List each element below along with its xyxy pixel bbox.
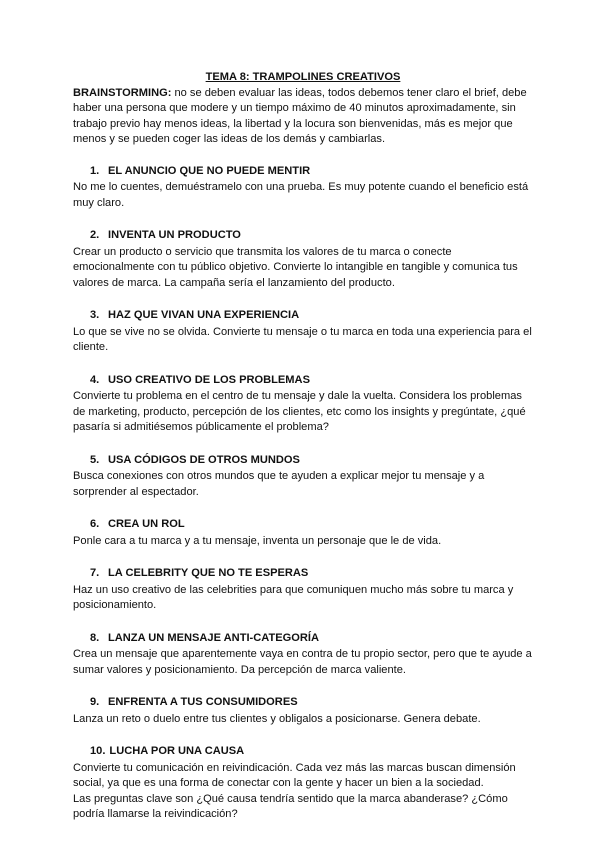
section-heading-text: HAZ QUE VIVAN UNA EXPERIENCIA [108, 309, 300, 321]
section-heading [90, 695, 533, 711]
section-body [73, 534, 533, 550]
section-heading [90, 631, 533, 647]
section-number: 9. [90, 696, 100, 708]
section-heading [90, 517, 533, 533]
section-1 [73, 164, 533, 212]
document-title: TEMA 8: TRAMPOLINES CREATIVOS [205, 71, 401, 83]
section-body [73, 583, 533, 614]
section-heading-text: USA CÓDIGOS DE OTROS MUNDOS [108, 453, 300, 466]
intro-text: no se deben evaluar las ideas, todos debemos tener claro el brief, debe haber una persona que modere y un tiempo máximo de 40 minutos aproximadamente, sin trabajo previo hay menos ideas, la libertad y la locura son bienvenidas, más es mejor que menos y se pueden coger las ideas de los demás y cambiarlas. [73, 86, 527, 145]
section-heading-text: EL ANUNCIO QUE NO PUEDE MENTIR [108, 164, 311, 177]
section-number: 3. [90, 309, 100, 321]
section-heading [90, 744, 533, 760]
sections-list [73, 164, 533, 823]
section-8 [73, 631, 533, 679]
intro-lead: BRAINSTORMING: [73, 86, 172, 99]
section-10 [73, 744, 533, 823]
section-number: 2. [90, 229, 100, 241]
section-heading [90, 373, 533, 389]
section-heading-text: CREA UN ROL [108, 518, 185, 530]
section-body-paragraph: No me lo cuentes, demuéstramelo con una prueba. Es muy potente cuando el beneficio está muy claro. [73, 181, 529, 209]
section-body-paragraph: Haz un uso creativo de las celebrities para que comuniquen mucho más sobre tu marca y posicionamiento. [73, 583, 514, 611]
section-number: 10. [90, 745, 106, 757]
section-heading-text: INVENTA UN PRODUCTO [108, 229, 241, 241]
section-body-paragraph: Ponle cara a tu marca y a tu mensaje, inventa un personaje que le de vida. [73, 534, 442, 547]
section-heading [90, 308, 533, 324]
section-body [73, 712, 533, 728]
section-number: 6. [90, 518, 100, 530]
section-number: 7. [90, 567, 100, 579]
section-number: 5. [90, 453, 100, 466]
section-body [73, 389, 533, 436]
section-body [73, 245, 533, 292]
section-number: 4. [90, 373, 100, 386]
section-7 [73, 566, 533, 614]
section-heading [90, 453, 533, 469]
section-4 [73, 373, 533, 436]
document-page [73, 70, 533, 823]
section-body-paragraph: Las preguntas clave son ¿Qué causa tendría sentido que la marca abanderase? ¿Cómo podría llamarse la reivindicación? [73, 792, 508, 820]
section-body-paragraph: Lo que se vive no se olvida. Convierte tu mensaje o tu marca en toda una experiencia para el cliente. [73, 325, 532, 353]
section-heading-text: LUCHA POR UNA CAUSA [109, 745, 245, 757]
section-heading [90, 164, 533, 180]
section-6 [73, 517, 533, 549]
section-heading-text: ENFRENTA A TUS CONSUMIDORES [108, 696, 298, 708]
section-3 [73, 308, 533, 356]
section-body [73, 647, 533, 678]
section-body [73, 325, 533, 356]
section-body [73, 469, 533, 500]
section-body [73, 761, 533, 823]
section-5 [73, 453, 533, 501]
section-2 [73, 228, 533, 291]
section-body-paragraph: Crear un producto o servicio que transmita los valores de tu marca o conecte emocionalmente con tu público objetivo. Convierte lo intangible en tangible y comunica tus valores de marca. La campaña sería el lanzamiento del producto. [73, 245, 518, 289]
section-body [73, 180, 533, 211]
section-heading-text: LANZA UN MENSAJE ANTI-CATEGORÍA [108, 631, 319, 644]
section-body-paragraph: Busca conexiones con otros mundos que te ayuden a explicar mejor tu mensaje y a sorprender al espectador. [73, 470, 485, 498]
section-body-paragraph: Lanza un reto o duelo entre tus clientes y obligalos a posicionarse. Genera debate. [73, 712, 481, 725]
intro-paragraph [73, 86, 533, 148]
section-body-paragraph: Crea un mensaje que aparentemente vaya en contra de tu propio sector, pero que te ayude a sumar valores y posicionamiento. Da percepción de marca valiente. [73, 648, 532, 676]
section-heading-text: LA CELEBRITY QUE NO TE ESPERAS [108, 567, 309, 579]
section-9 [73, 695, 533, 727]
section-body-paragraph: Convierte tu comunicación en reivindicación. Cada vez más las marcas buscan dimensión social, ya que es una forma de conectar con la gente y hacer un bien a la sociedad. [73, 761, 516, 789]
section-number: 8. [90, 631, 100, 644]
section-number: 1. [90, 164, 100, 177]
section-heading [90, 566, 533, 582]
section-body-paragraph: Convierte tu problema en el centro de tu mensaje y dale la vuelta. Considera los problemas de marketing, producto, percepción de los clientes, etc como los insights y pregúntate, ¿qué pasaría si admitiésemos públicamente el problema? [73, 390, 526, 433]
section-heading [90, 228, 533, 244]
section-heading-text: USO CREATIVO DE LOS PROBLEMAS [108, 373, 310, 386]
